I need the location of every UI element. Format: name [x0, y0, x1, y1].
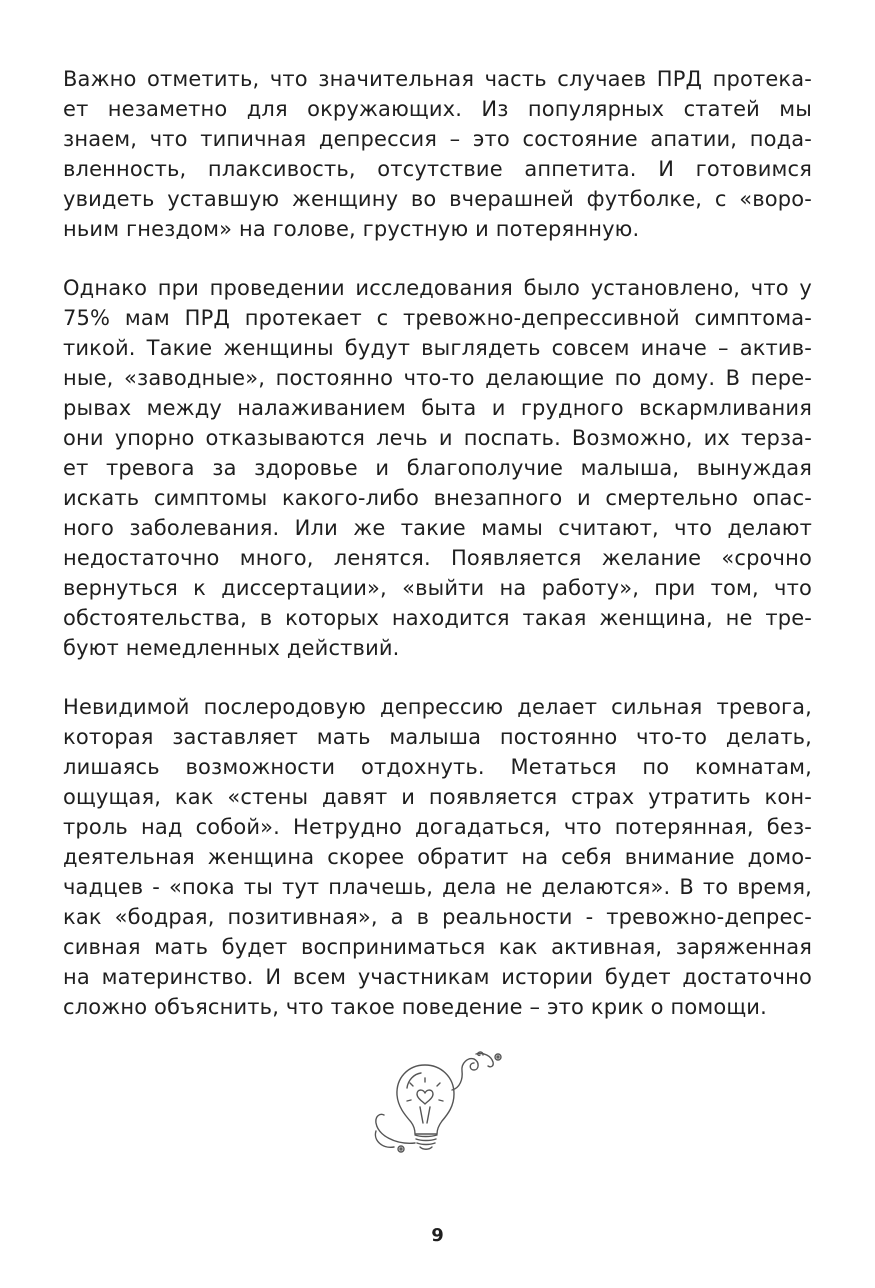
text-line: 75% мам ПРД протекает с тревожно-депрессивной симптома-	[63, 306, 812, 330]
text-line: на материнство. И всем участникам истории будет достаточно	[63, 965, 812, 989]
text-line: как «бодрая, позитивная», а в реальности - тревожно-депрес-	[63, 905, 812, 929]
text-line: вернуться к диссертации», «выйти на работу», при том, что	[63, 576, 812, 600]
page-number: 9	[431, 1225, 444, 1246]
text-line: чадцев - «пока ты тут плачешь, дела не делаются». В то время,	[63, 875, 812, 899]
text-line: лишаясь возможности отдохнуть. Метаться по комнатам,	[63, 755, 812, 779]
text-line: деятельная женщина скорее обратит на себя внимание домо-	[63, 845, 812, 869]
text-line: ощущая, как «стены давят и появляется страх утратить кон-	[63, 785, 812, 809]
text-line: недостаточно много, ленятся. Появляется желание «срочно	[63, 546, 812, 570]
text-line: знаем, что типичная депрессия – это состояние апатии, пода-	[63, 127, 812, 151]
text-line: сивная мать будет восприниматься как активная, заряженная	[63, 935, 812, 959]
paragraph-1	[63, 64, 812, 244]
text-line: ные, «заводные», постоянно что-то делающие по дому. В пере-	[63, 366, 812, 390]
text-line: вленность, плаксивость, отсутствие аппетита. И готовимся	[63, 157, 812, 181]
text-line: искать симптомы какого-либо внезапного и смертельно опас-	[63, 486, 812, 510]
text-line: Невидимой послеродовую депрессию делает сильная тревога,	[63, 695, 812, 719]
text-line: ет тревога за здоровье и благополучие малыша, вынуждая	[63, 456, 812, 480]
text-line: рывах между налаживанием быта и грудного вскармливания	[63, 396, 812, 420]
text-line: обстоятельства, в которых находится такая женщина, не тре-	[63, 606, 812, 630]
text-line: ньим гнездом» на голове, грустную и потерянную.	[63, 217, 640, 241]
paragraph-3	[63, 692, 812, 1022]
paragraph-2	[63, 273, 812, 663]
text-line: ет незаметно для окружающих. Из популярных статей мы	[63, 97, 812, 121]
text-line: троль над собой». Нетрудно догадаться, что потерянная, без-	[63, 815, 812, 839]
text-line: они упорно отказываются лечь и поспать. Возможно, их терза-	[63, 426, 812, 450]
text-line: увидеть уставшую женщину во вчерашней футболке, с «воро-	[63, 187, 812, 211]
text-line: Важно отметить, что значительная часть случаев ПРД протека-	[63, 67, 812, 91]
text-line: ного заболевания. Или же такие мамы считают, что делают	[63, 516, 812, 540]
text-line: тикой. Такие женщины будут выглядеть совсем иначе – актив-	[63, 336, 812, 360]
text-line: буют немедленных действий.	[63, 636, 400, 660]
lightbulb-heart-icon	[370, 1043, 505, 1161]
text-line: которая заставляет мать малыша постоянно что-то делать,	[63, 725, 812, 749]
text-line: сложно объяснить, что такое поведение – это крик о помощи.	[63, 995, 767, 1019]
text-line: Однако при проведении исследования было установлено, что у	[63, 276, 812, 300]
